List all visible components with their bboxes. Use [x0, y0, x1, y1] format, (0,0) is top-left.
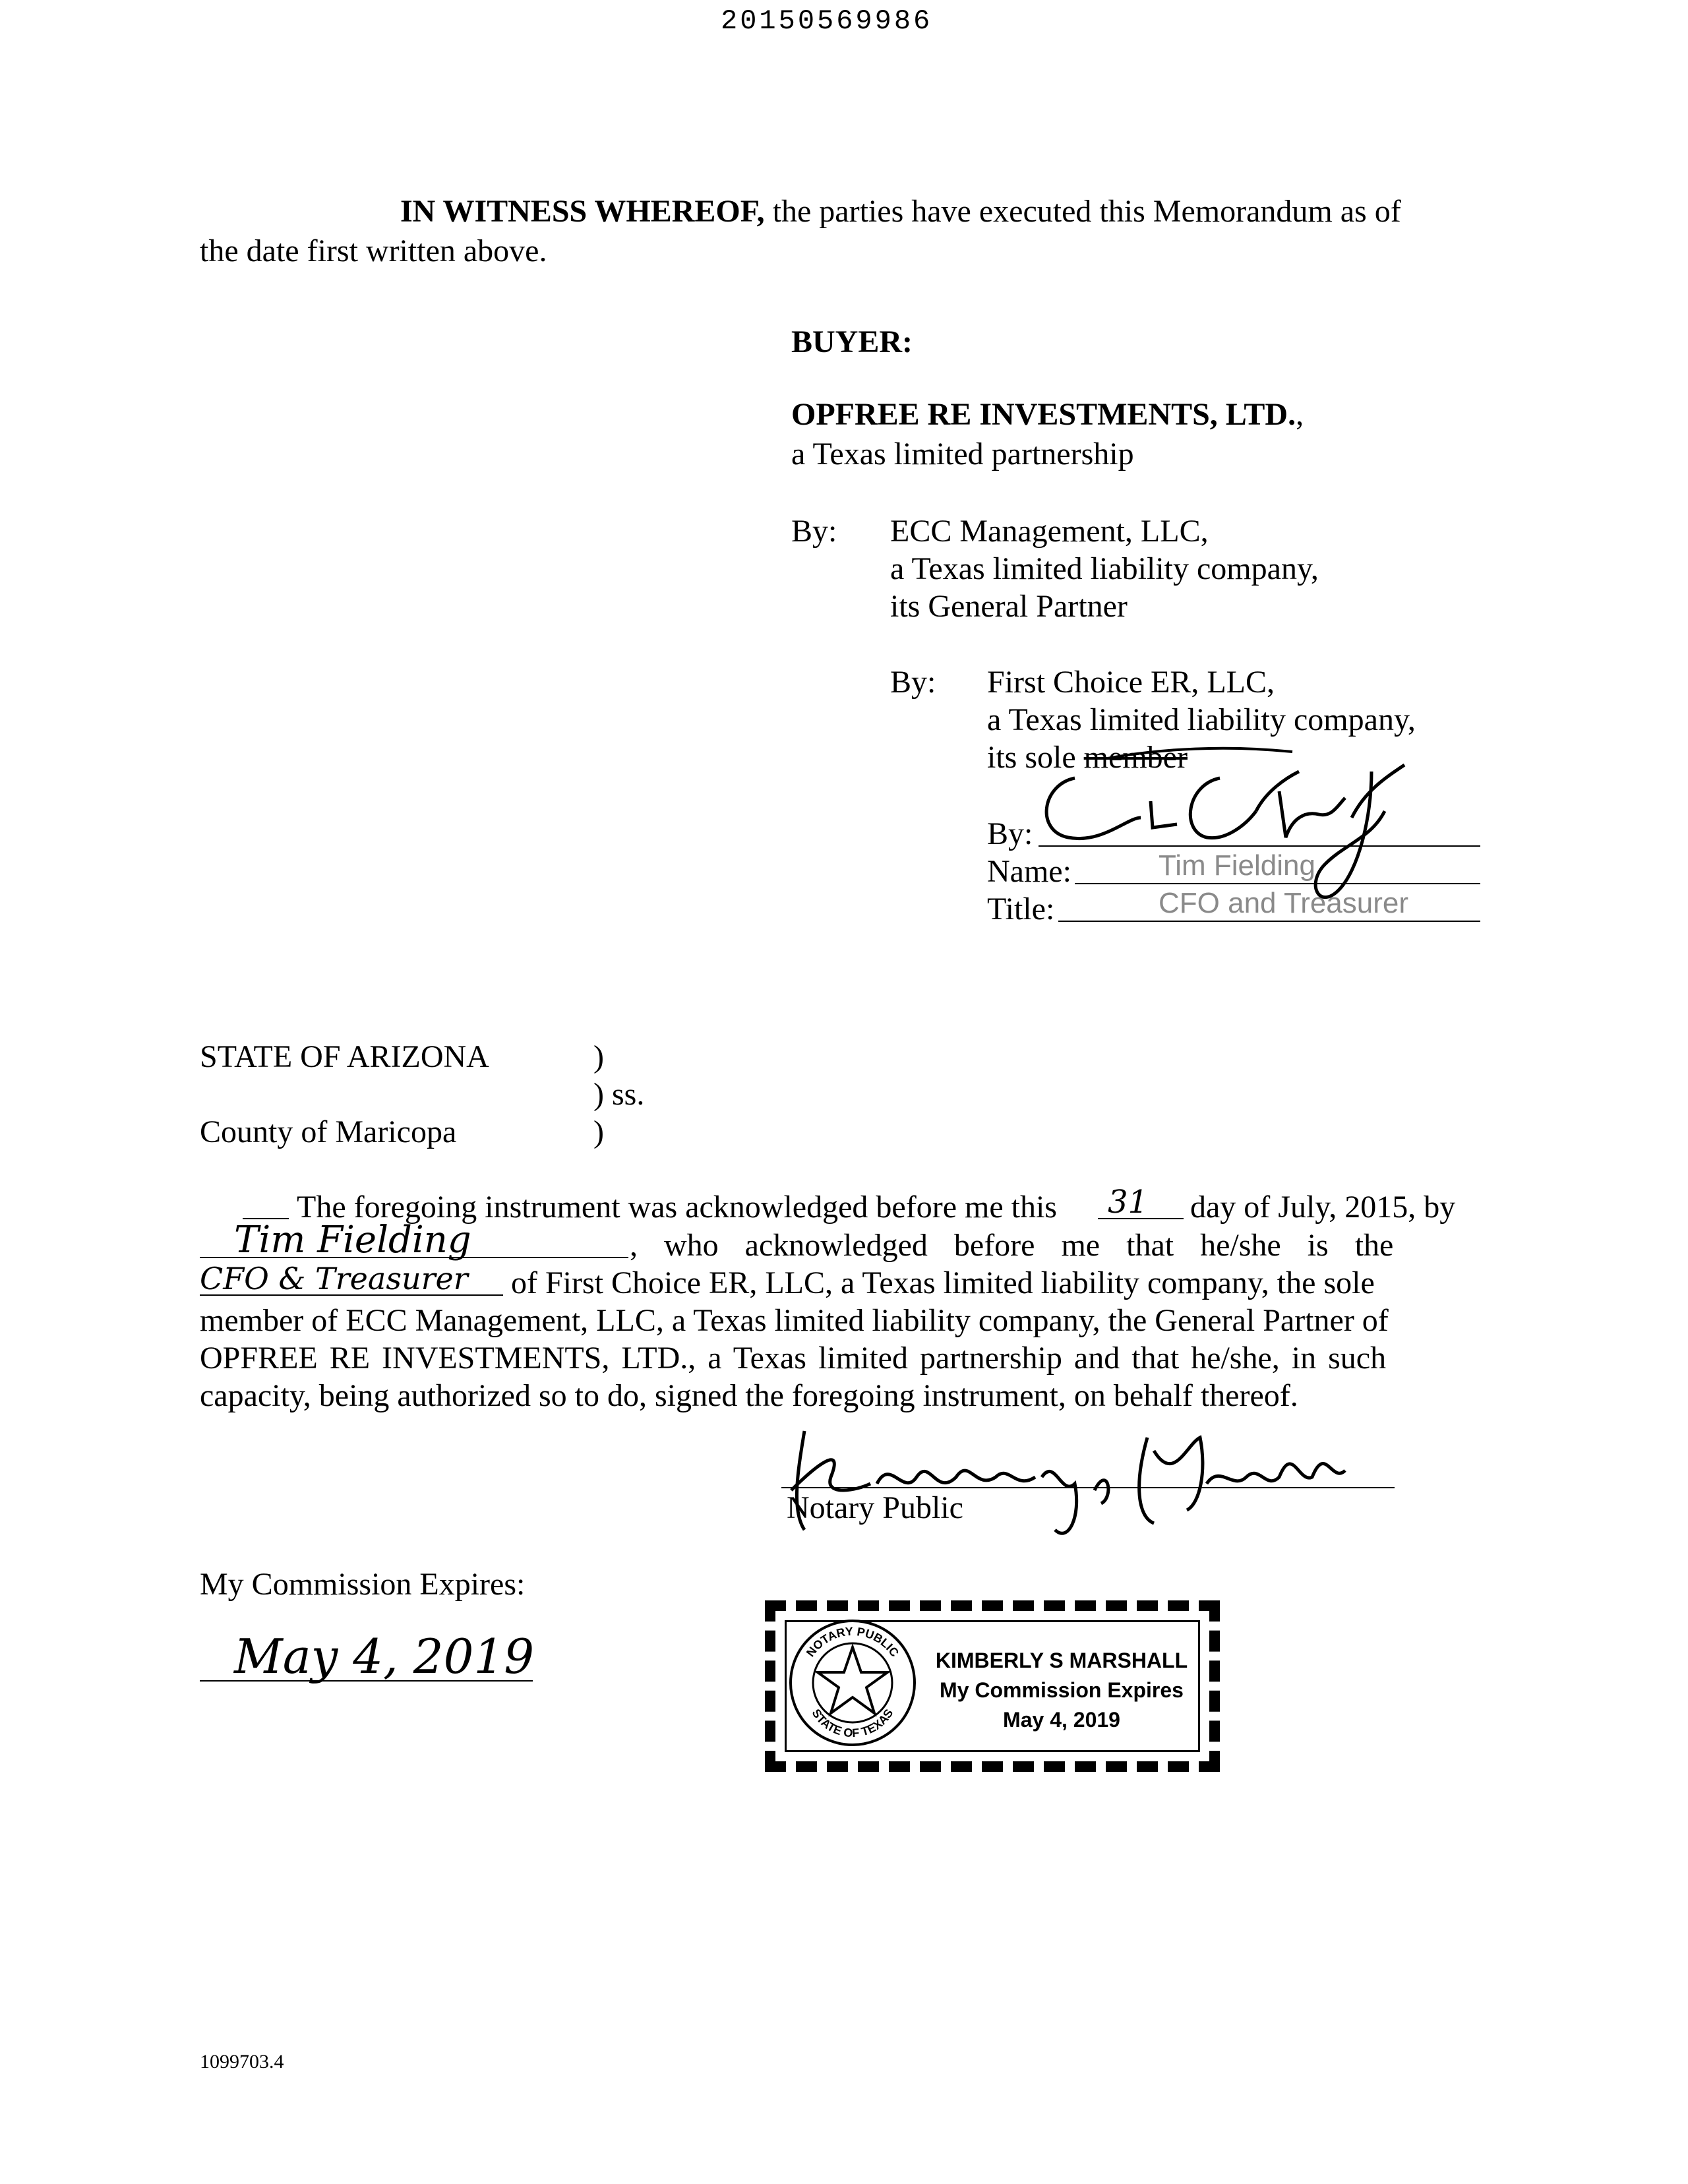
ack-line3-rest: of First Choice ER, LLC, a Texas limited liability company, the sole	[511, 1265, 1375, 1300]
notary-signature-line	[781, 1487, 1395, 1488]
stamp-name: KIMBERLY S MARSHALL	[935, 1649, 1188, 1672]
buyer-heading: BUYER:	[791, 324, 913, 359]
seal-top-text: NOTARY PUBLIC	[803, 1624, 902, 1660]
buyer-entity-name	[791, 396, 1304, 434]
ack-line1-a: The foregoing instrument was acknowledged before me this	[297, 1190, 1057, 1225]
manager-name: ECC Management, LLC,	[890, 514, 1209, 549]
member-role-prefix: its sole	[987, 740, 1084, 775]
ack-line5: OPFREE RE INVESTMENTS, LTD., a Texas limited partnership and that he/she, in such	[200, 1341, 1387, 1376]
venue-paren-1: )	[593, 1039, 604, 1074]
seal-bottom-text: STATE OF TEXAS	[809, 1707, 896, 1740]
buyer-entity-name-text: OPFREE RE INVESTMENTS, LTD.	[791, 397, 1296, 432]
venue-paren-3: )	[593, 1114, 604, 1149]
sign-title-line	[1058, 921, 1480, 922]
ack-line2-rest: , who acknowledged before me that he/she is the	[630, 1228, 1394, 1263]
member-name: First Choice ER, LLC,	[987, 665, 1275, 700]
ack-line1-b: day of July, 2015, by	[1190, 1190, 1456, 1225]
member-by-label: By:	[890, 665, 936, 700]
member-role-struck: member	[1083, 740, 1188, 775]
buyer-entity-type: a Texas limited partnership	[791, 437, 1134, 471]
sign-title-value: CFO and Treasurer	[1159, 887, 1409, 919]
member-type: a Texas limited liability company,	[987, 702, 1416, 737]
sign-title-label: Title:	[987, 892, 1055, 926]
document-number: 20150569986	[721, 5, 933, 37]
commission-label: My Commission Expires:	[200, 1567, 526, 1602]
manager-role: its General Partner	[890, 589, 1128, 624]
witness-lead: IN WITNESS WHEREOF,	[400, 194, 765, 229]
ack-line6: capacity, being authorized so to do, signed the foregoing instrument, on behalf thereof.	[200, 1378, 1298, 1413]
manager-by-label: By:	[791, 514, 837, 549]
footer-ref: 1099703.4	[200, 2051, 284, 2073]
notary-seal	[787, 1617, 919, 1749]
commission-date-handwritten: May 4, 2019	[234, 1629, 535, 1684]
witness-line-1	[400, 193, 1401, 231]
witness-line1-rest: the parties have executed this Memorandum as of	[764, 194, 1401, 229]
stamp-date: May 4, 2019	[1003, 1708, 1120, 1732]
venue-ss: ) ss.	[593, 1077, 645, 1112]
ack-name-handwritten: Tim Fielding	[234, 1219, 471, 1261]
ack-day: 31	[1108, 1184, 1149, 1221]
notary-label: Notary Public	[787, 1490, 963, 1525]
sign-by-label: By:	[987, 816, 1033, 851]
venue-county: County of Maricopa	[200, 1114, 457, 1149]
sign-name-value: Tim Fielding	[1159, 849, 1315, 882]
venue-state: STATE OF ARIZONA	[200, 1039, 489, 1074]
ack-line4: member of ECC Management, LLC, a Texas limited liability company, the General Partner of	[200, 1303, 1389, 1338]
buyer-signature	[1029, 739, 1477, 910]
sign-name-label: Name:	[987, 854, 1071, 889]
manager-type: a Texas limited liability company,	[890, 551, 1319, 586]
ack-title-handwritten: CFO & Treasurer	[200, 1261, 468, 1296]
witness-line-2: the date first written above.	[200, 233, 547, 268]
buyer-entity-suffix: ,	[1296, 397, 1304, 432]
stamp-line2: My Commission Expires	[940, 1678, 1184, 1702]
